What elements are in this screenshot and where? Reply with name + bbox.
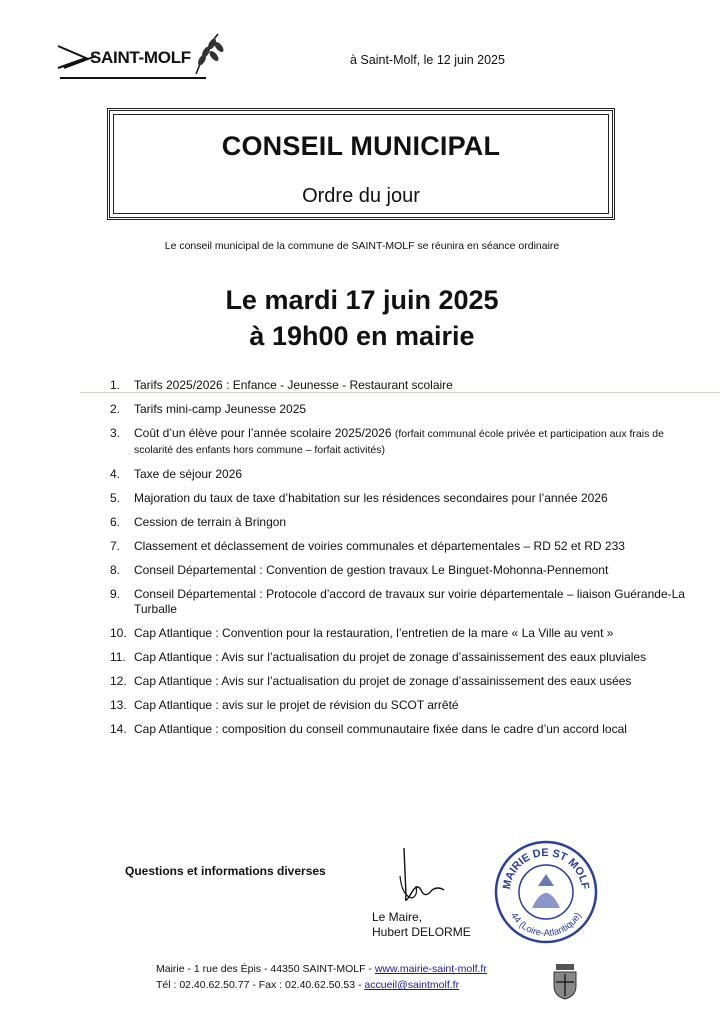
agenda-item-number: 4.: [110, 467, 121, 481]
agenda-item: [110, 467, 710, 482]
agenda-item: [110, 722, 710, 737]
signatory-name: Hubert DELORME: [372, 925, 471, 939]
agenda-item-number: 5.: [110, 491, 121, 505]
agenda-item-number: 13.: [110, 698, 127, 712]
seal-top-text: MAIRIE DE ST MOLF: [500, 846, 591, 891]
agenda-item-title: Tarifs mini-camp Jeunesse 2025: [134, 402, 307, 416]
agenda-item: [110, 402, 710, 417]
agenda-item-title: Majoration du taux de taxe d’habitation sur les résidences secondaires pour l’année 2026: [134, 491, 608, 505]
crest-icon: [550, 962, 580, 1000]
signature-scribble-icon: [382, 846, 452, 910]
agenda-item-number: 11.: [110, 650, 126, 664]
agenda-item-text: [134, 674, 710, 689]
document-subtitle: Ordre du jour: [302, 185, 420, 207]
footer-address: Mairie - 1 rue des Épis - 44350 SAINT-MOLF -: [156, 963, 375, 975]
document-title: CONSEIL MUNICIPAL: [221, 131, 501, 161]
agenda-item-text: [134, 402, 710, 417]
agenda-item: [110, 539, 710, 554]
meeting-time-place: à 19h00 en mairie: [249, 321, 475, 351]
agenda-item: [110, 426, 710, 458]
agenda-item-number: 8.: [110, 563, 121, 577]
agenda-item-text: [134, 539, 710, 554]
questions-heading: Questions et informations diverses: [125, 864, 326, 878]
footer-address-line: [156, 961, 487, 977]
agenda-item-number: 7.: [110, 539, 121, 553]
footer-contact-line: [156, 977, 487, 993]
agenda-item-number: 14.: [110, 722, 127, 736]
agenda-item-title: Cap Atlantique : Avis sur l’actualisation du projet de zonage d’assainissement des eaux pluviales: [134, 650, 647, 664]
footer: [156, 961, 487, 993]
agenda-item-number: 6.: [110, 515, 121, 529]
website-link[interactable]: www.mairie-saint-molf.fr: [374, 963, 487, 975]
agenda-item: [110, 674, 710, 689]
agenda-item-text: [134, 491, 710, 506]
agenda-item-number: 9.: [110, 587, 121, 601]
agenda-item-title: Coût d’un élève pour l’année scolaire 2025/2026: [134, 426, 392, 440]
agenda-item: [110, 626, 710, 641]
agenda-item-title: Classement et déclassement de voiries communales et départementales – RD 52 et RD 233: [134, 539, 625, 553]
agenda-item-text: [134, 587, 710, 617]
agenda-item-title: Cap Atlantique : composition du conseil communautaire fixée dans le cadre d’un accord local: [134, 722, 627, 736]
agenda-item: [110, 587, 710, 617]
agenda-item-text: [134, 515, 710, 530]
agenda-item-text: [134, 426, 710, 458]
intro-text: Le conseil municipal de la commune de SAINT-MOLF se réunira en séance ordinaire: [164, 240, 560, 252]
signatory-role: Le Maire,: [372, 910, 423, 924]
agenda-item: [110, 698, 710, 713]
agenda-item-number: 1.: [110, 378, 121, 392]
agenda-item-text: [134, 378, 710, 393]
title-box: [107, 108, 615, 220]
mairie-seal: [492, 838, 600, 946]
saint-molf-logo: [56, 28, 226, 88]
agenda-item-text: [134, 722, 710, 737]
agenda-item-text: [134, 650, 710, 665]
agenda-item-title: Taxe de séjour 2026: [134, 467, 243, 481]
logo-text: SAINT-MOLF: [90, 48, 191, 67]
agenda-item: [110, 378, 710, 393]
agenda-item-title: Conseil Départemental : Convention de gestion travaux Le Binguet-Mohonna-Pennemont: [134, 563, 609, 577]
coat-of-arms: [550, 962, 580, 1000]
meeting-date: Le mardi 17 juin 2025: [225, 285, 499, 315]
agenda-item-text: [134, 626, 710, 641]
agenda-item-text: [134, 467, 710, 482]
agenda-item-text: [134, 698, 710, 713]
agenda-item-title: Cap Atlantique : avis sur le projet de révision du SCOT arrêté: [134, 698, 459, 712]
agenda-item-title: Cap Atlantique : Convention pour la restauration, l’entretien de la mare « La Ville au vent »: [134, 626, 614, 640]
agenda-item-title: Cession de terrain à Bringon: [134, 515, 287, 529]
agenda-item-number: 2.: [110, 402, 121, 416]
agenda-item-number: 3.: [110, 426, 121, 440]
agenda-item-title: Conseil Départemental : Protocole d’accord de travaux sur voirie départementale – liaison Guérande-La Turballe: [134, 587, 685, 616]
seal-stamp-icon: [492, 838, 600, 946]
agenda-item-title: Tarifs 2025/2026 : Enfance - Jeunesse - Restaurant scolaire: [134, 378, 453, 392]
signature: [382, 846, 452, 910]
footer-phone-fax: Tél : 02.40.62.50.77 - Fax : 02.40.62.50.53 -: [156, 979, 365, 991]
document-date: à Saint-Molf, le 12 juin 2025: [350, 53, 505, 67]
agenda-list: [110, 378, 710, 746]
agenda-item: [110, 491, 710, 506]
agenda-item: [110, 650, 710, 665]
signatory: [372, 910, 471, 940]
agenda-item-number: 10.: [110, 626, 127, 640]
seal-bottom-text: 44 (Loire-Atlantique): [508, 910, 584, 940]
agenda-item: [110, 515, 710, 530]
agenda-item: [110, 563, 710, 578]
agenda-item-text: [134, 563, 710, 578]
meeting-datetime: [0, 282, 724, 354]
agenda-item-number: 12.: [110, 674, 127, 688]
email-link[interactable]: accueil@saintmolf.fr: [364, 979, 460, 991]
agenda-item-title: Cap Atlantique : Avis sur l’actualisation du projet de zonage d’assainissement des eaux usées: [134, 674, 632, 688]
agenda-item-note: (forfait communal école privée et participation aux frais de scolarité des enfants hors commune – forfait activités): [134, 428, 664, 456]
